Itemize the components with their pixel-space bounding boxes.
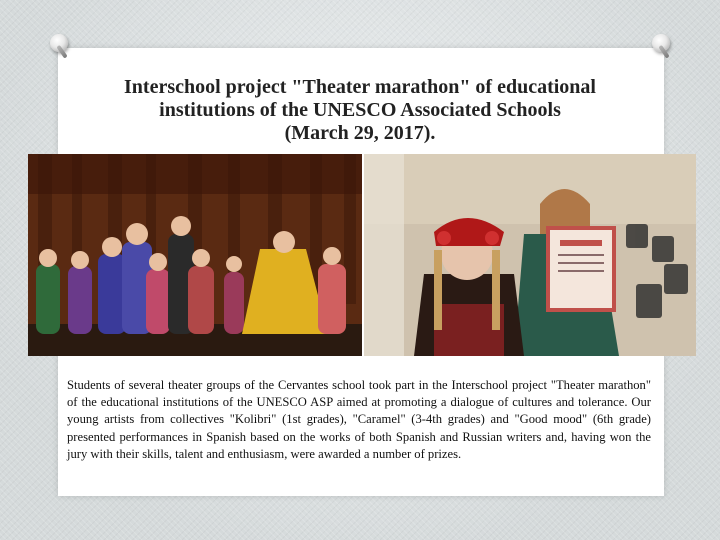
title-line-2: institutions of the UNESCO Associated Schools — [159, 99, 561, 121]
title-line-3: (March 29, 2017). — [284, 122, 436, 144]
slide-title — [60, 76, 660, 145]
body-paragraph: Students of several theater groups of the Cervantes school took part in the Interschool project "Theater marathon" of the educational institutions of the UNESCO ASP aimed at promoting a dialogue of cultures and tolerance. Our young artists from collectives "Kolibri" (1st grades), "Caramel" (3-4th grades) and "Good mood" (6th grade) presented performances in Spanish based on the works of both Spanish and Russian writers and, having won the jury with their skills, talent and enthusiasm, were awarded a number of prizes. — [67, 378, 651, 461]
award-winners-photo — [364, 154, 696, 356]
pushpin-icon — [50, 34, 68, 52]
title-line-1: Interschool project "Theater marathon" of educational — [124, 76, 596, 98]
pushpin-icon — [652, 34, 670, 52]
stage-performance-photo — [28, 154, 362, 356]
